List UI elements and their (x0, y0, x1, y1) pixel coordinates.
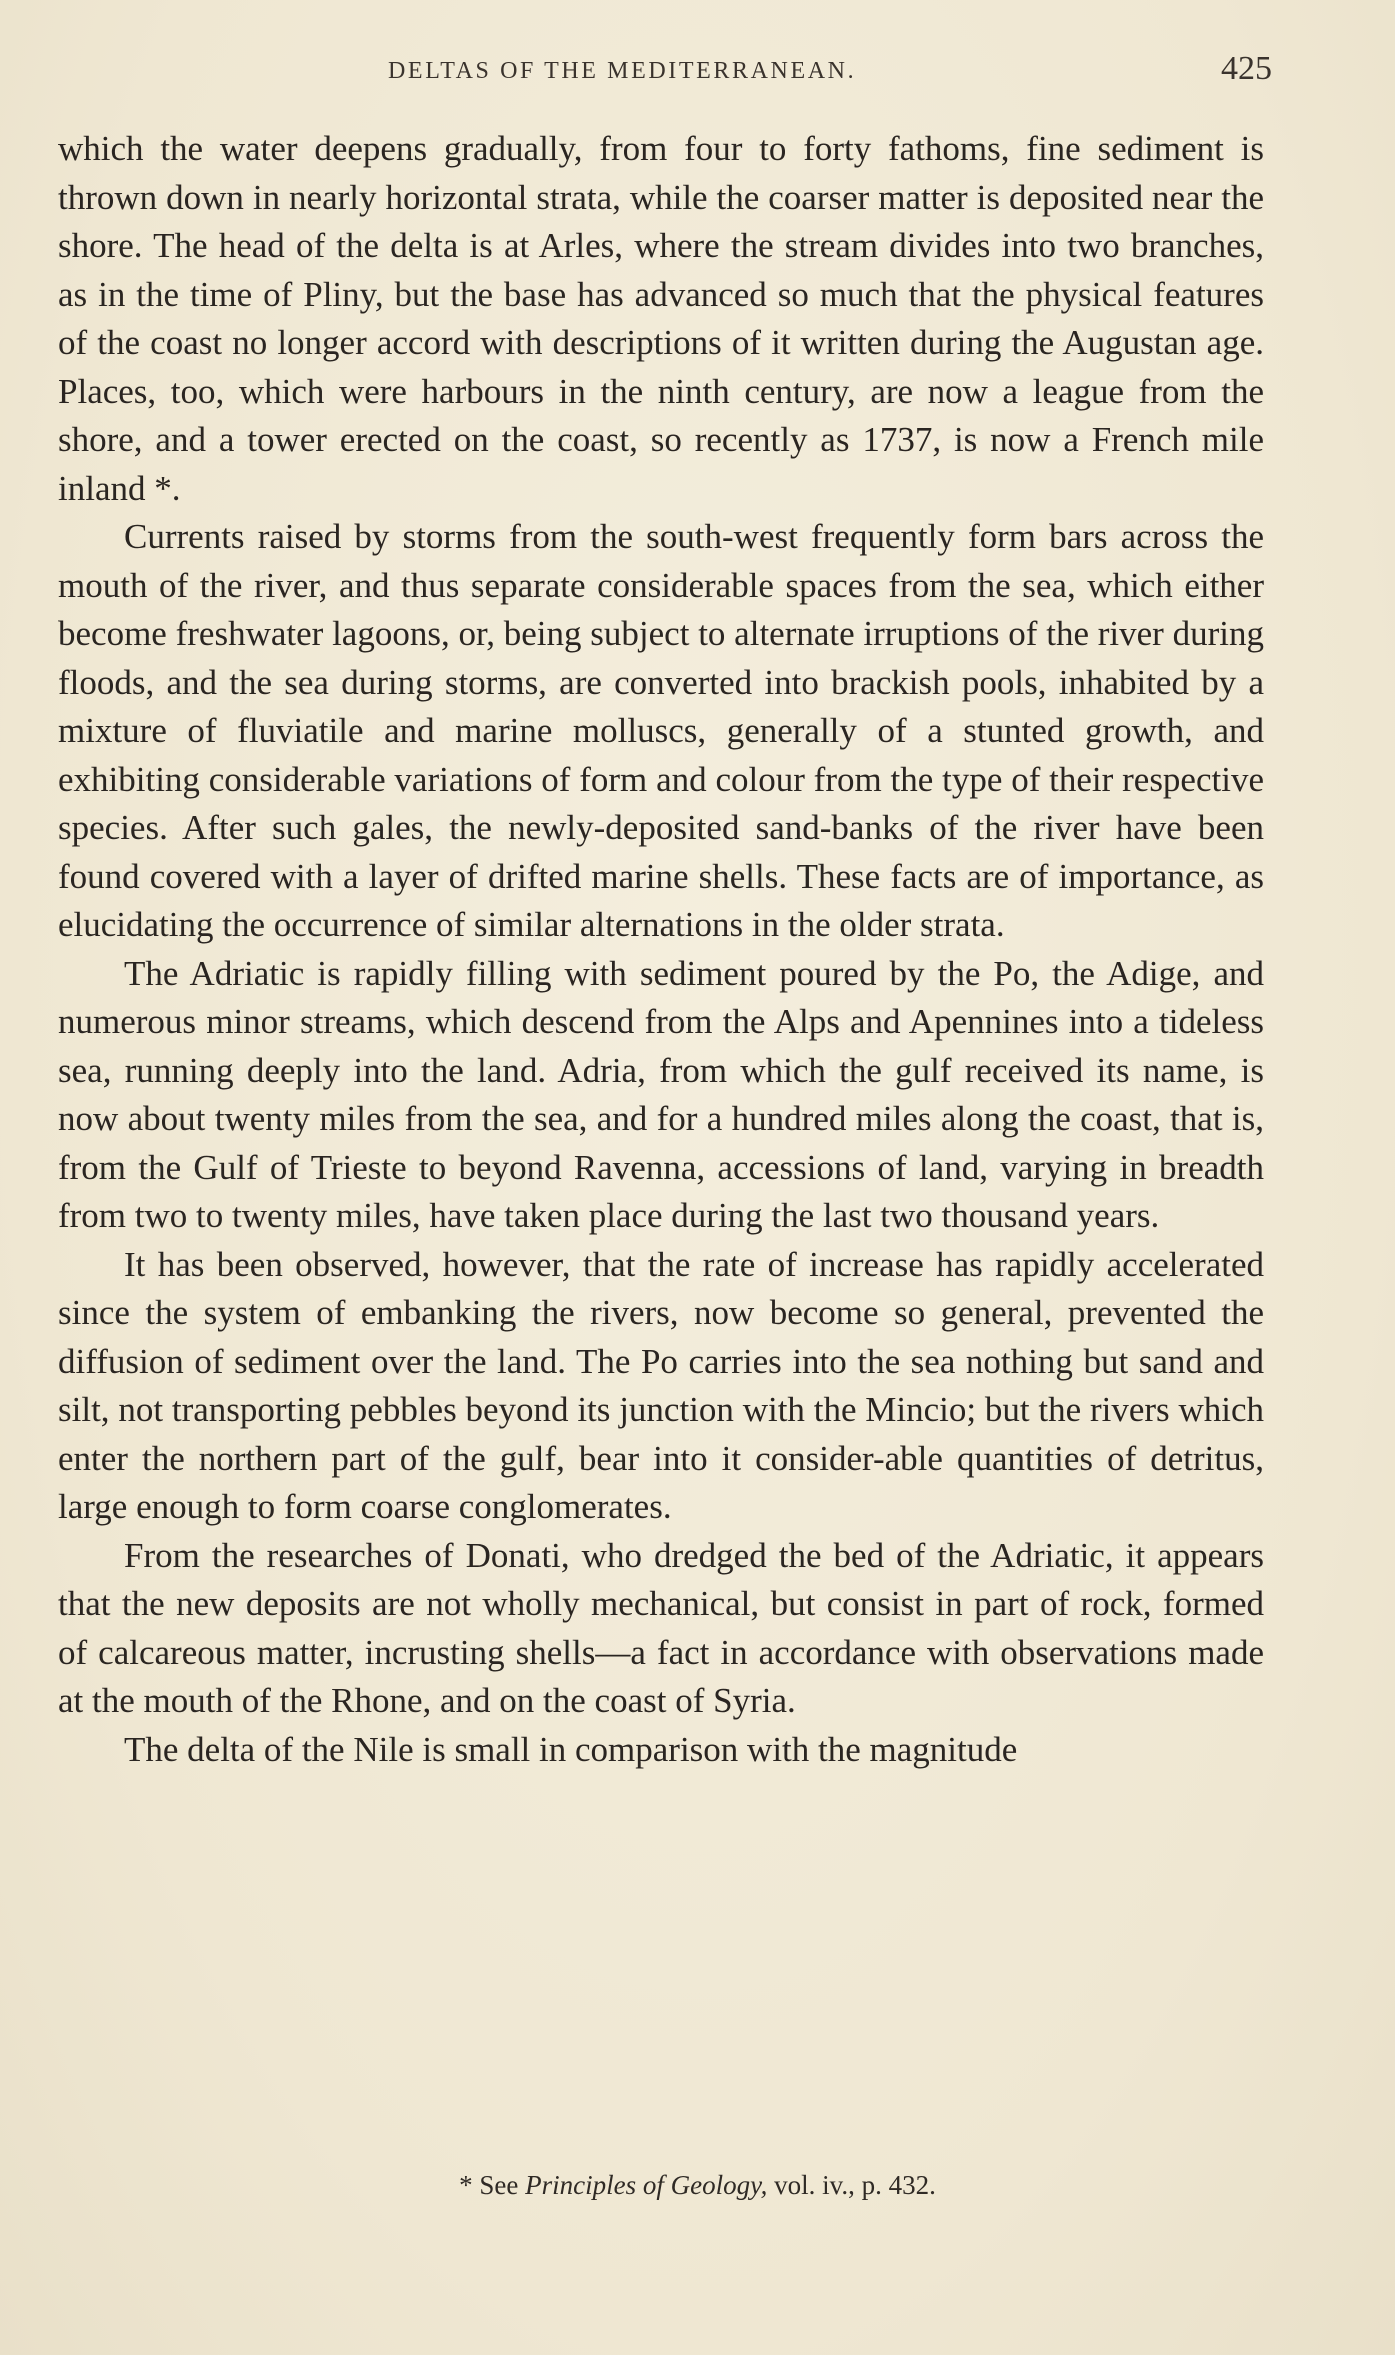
footnote-prefix: * See (459, 2170, 526, 2200)
paragraph-donati: From the researches of Donati, who dredged the bed of the Adriatic, it appears that the new deposits are not wholly mechanical, but consist in part of rock, formed of calcareous matter, incrusting shells—a fact in accordance with observations made at the mouth of the Rhone, and on the coast of Syria. (58, 1535, 1264, 1720)
page-number: 425 (1221, 50, 1272, 87)
paragraph-rate-of-increase: It has been observed, however, that the rate of increase has rapidly accelerated since the system of embanking the rivers, now become so general, prevented the diffusion of sediment over the land. The Po carries into the sea nothing but sand and silt, not transporting pebbles beyond its junction with the Mincio; but the rivers which enter the northern part of the gulf, bear into it consider-able quantities of detritus, large enough to form coarse conglomerates. (58, 1244, 1264, 1526)
running-title: DELTAS OF THE MEDITERRANEAN. (388, 58, 857, 84)
footnote-book-title: Principles of Geology, (525, 2170, 768, 2200)
paragraph-continued: which the water deepens gradually, from four to forty fathoms, fine sediment is thrown down in nearly horizontal strata, while the coarser matter is deposited near the shore. The head of the delta is at Arles, where the stream divides into two branches, as in the time of Pliny, but the base has advanced so much that the physical features of the coast no longer accord with descriptions of it written during the Augustan age. Places, too, which were harbours in the ninth century, are now a league from the shore, and a tower erected on the coast, so recently as 1737, is now a French mile inland *. (58, 129, 1264, 508)
footnote-suffix: vol. iv., p. 432. (767, 2170, 936, 2200)
page-header (58, 50, 1272, 90)
paragraph-nile-delta: The delta of the Nile is small in comparison with the magnitude (124, 1729, 1018, 1769)
paragraph-adriatic: The Adriatic is rapidly filling with sediment poured by the Po, the Adige, and numerous minor streams, which descend from the Alps and Apennines into a tideless sea, running deeply into the land. Adria, from which the gulf received its name, is now about twenty miles from the sea, and for a hundred miles along the coast, that is, from the Gulf of Trieste to beyond Ravenna, accessions of land, varying in breadth from two to twenty miles, have taken place during the last two thousand years. (58, 953, 1264, 1235)
body-text (58, 125, 1264, 1774)
paragraph-currents: Currents raised by storms from the south-west frequently form bars across the mouth of the river, and thus separate considerable spaces from the sea, which either become freshwater lagoons, or, being subject to alternate irruptions of the river during floods, and the sea during storms, are converted into brackish pools, inhabited by a mixture of fluviatile and marine molluscs, generally of a stunted growth, and exhibiting considerable variations of form and colour from the type of their respective species. After such gales, the newly-deposited sand-banks of the river have been found covered with a layer of drifted marine shells. These facts are of importance, as elucidating the occurrence of similar alternations in the older strata. (58, 517, 1264, 944)
footnote (0, 2170, 1395, 2201)
